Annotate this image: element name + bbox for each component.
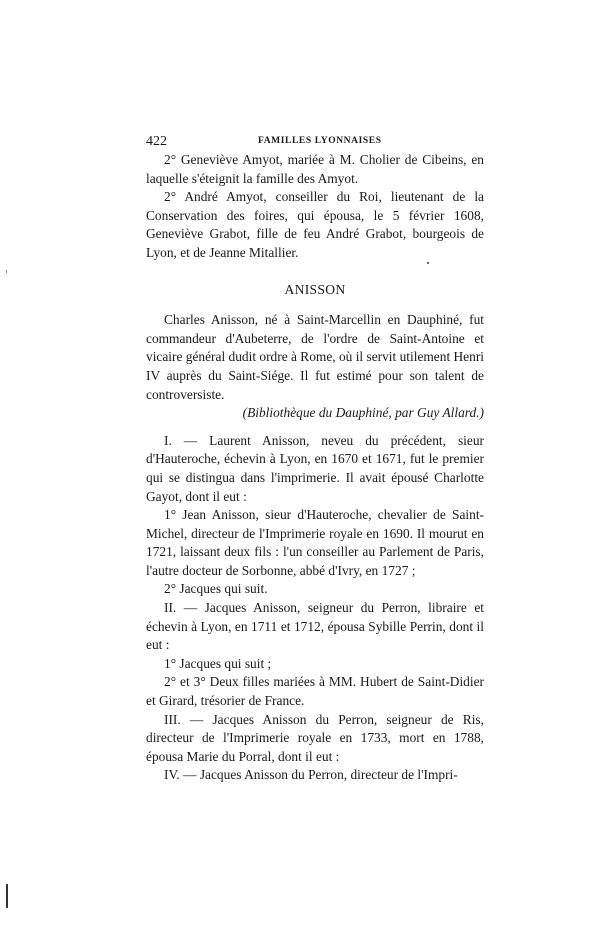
scan-speck (6, 270, 7, 273)
entry: 1° Jean Anisson, sieur d'Hauteroche, chevalier de Saint-Michel, directeur de l'Imprimerie royale en 1690. Il mourut en 1721, laissant deux fils : l'un conseiller au Parlement de Paris, l'autre docteur de Sorbonne, abbé d'Ivry, en 1727 ; (146, 507, 484, 578)
intro-paragraph: Charles Anisson, né à Saint-Marcellin en Dauphiné, fut commandeur d'Aubeterre, de l'ordre de Saint-Antoine et vicaire général dudit ordre à Rome, où il servit utilement Henri IV auprès du Saint-Siége. Il fut estimé pour son talent de controversiste. (146, 312, 485, 402)
entry: I. — Laurent Anisson, neveu du précédent, sieur d'Hauteroche, échevin à Lyon, en 1670 et 1671, fut le premier qui se distingua dans l'imprimerie. Il avait épousé Charlotte Gayot, dont il eut : (146, 432, 484, 504)
entry: III. — Jacques Anisson du Perron, seigneur de Ris, directeur de l'Imprimerie royale en 1733, mort en 1788, épousa Marie du Porral, dont il eut : (146, 711, 484, 764)
entry: 2° et 3° Deux filles mariées à MM. Hubert de Saint-Didier et Girard, trésorier de France. (146, 674, 484, 709)
entry: IV. — Jacques Anisson du Perron, directeur de l'Impri- (164, 767, 458, 783)
entry: 2° Jacques qui suit. (164, 581, 268, 597)
entry: II. — Jacques Anisson, seigneur du Perron, libraire et échevin à Lyon, en 1711 et 1712, épousa Sybille Perrin, dont il eut : (146, 600, 484, 653)
body-text (146, 151, 484, 785)
page-header (146, 134, 484, 152)
page-number: 422 (146, 134, 167, 149)
paragraph: 2° André Amyot, conseiller du Roi, lieutenant de la Conservation des foires, qui épousa, le 5 février 1608, Geneviève Grabot, fille de feu André Grabot, bourgeois de Lyon, et de Jeanne Mitallier. (146, 189, 484, 260)
citation-title: (Bibliothèque du Dauphiné, (242, 405, 392, 421)
citation (146, 404, 484, 423)
scan-speck (427, 262, 429, 264)
citation-author: par Guy Allard.) (391, 405, 484, 421)
paragraph: 2° Geneviève Amyot, mariée à M. Cholier de Cibeins, en laquelle s'éteignit la famille des Amyot. (146, 152, 484, 186)
running-title: FAMILLES LYONNAISES (258, 136, 382, 146)
section-heading: ANISSON (284, 281, 346, 297)
scan-edge-mark (6, 884, 8, 908)
entry: 1° Jacques qui suit ; (164, 655, 272, 671)
